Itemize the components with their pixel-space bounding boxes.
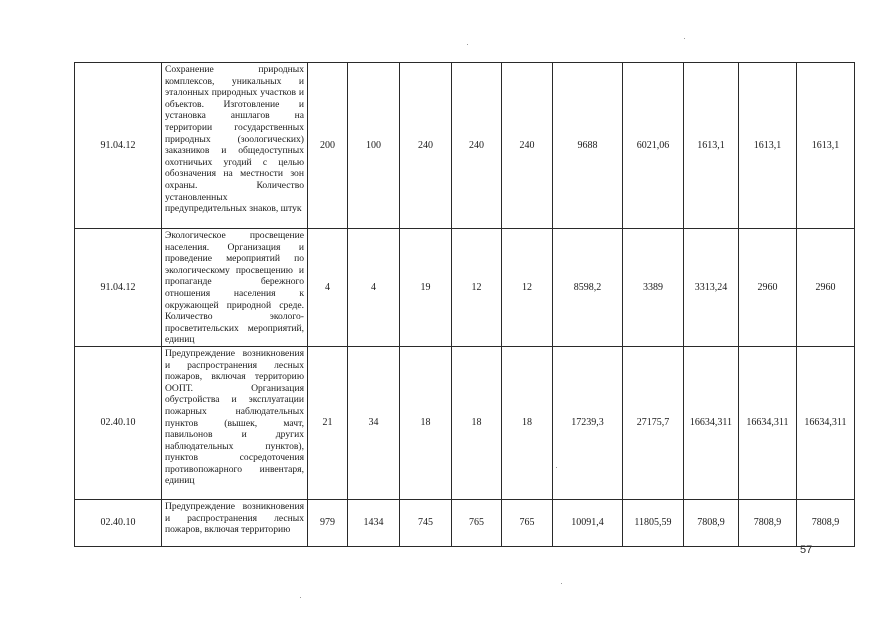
row-description: Предупреждение возникновения и распространения лесных пожаров, включая территорию ООПТ. Организация обустройства и эксплуатации пожарных наблюдательных пунктов (вышек, мачт, павильонов и других наблюдательных пунктов), пунктов сосредоточения противопожарного инвентаря, единиц xyxy=(162,346,308,499)
page-number: 57 xyxy=(800,544,813,556)
value-cell: 1613,1 xyxy=(684,63,739,229)
value-cell: 100 xyxy=(348,63,400,229)
value-cell: 765 xyxy=(502,499,553,546)
value-cell: 12 xyxy=(502,229,553,347)
value-cell: 765 xyxy=(452,499,502,546)
value-cell: 34 xyxy=(348,346,400,499)
document-sheet xyxy=(74,62,854,547)
value-cell: 1434 xyxy=(348,499,400,546)
scan-speck xyxy=(467,44,468,45)
value-cell: 3313,24 xyxy=(684,229,739,347)
value-cell: 8598,2 xyxy=(553,229,623,347)
value-cell: 1613,1 xyxy=(797,63,855,229)
value-cell: 1613,1 xyxy=(739,63,797,229)
row-description: Предупреждение возникновения и распространения лесных пожаров, включая территорию xyxy=(162,499,308,546)
table-row xyxy=(75,346,855,499)
value-cell: 7808,9 xyxy=(739,499,797,546)
value-cell: 240 xyxy=(452,63,502,229)
value-cell: 6021,06 xyxy=(623,63,684,229)
value-cell: 240 xyxy=(502,63,553,229)
value-cell: 240 xyxy=(400,63,452,229)
value-cell: 16634,311 xyxy=(684,346,739,499)
value-cell: 11805,59 xyxy=(623,499,684,546)
scan-speck xyxy=(556,467,557,468)
value-cell: 10091,4 xyxy=(553,499,623,546)
value-cell: 16634,311 xyxy=(739,346,797,499)
value-cell: 979 xyxy=(308,499,348,546)
row-description: Экологическое просвещение населения. Организация и проведение мероприятий по экологическому просвещению и пропаганде бережного отношения населения к окружающей природной среде. Количество эколого-просветительских мероприятий, единиц xyxy=(162,229,308,347)
value-cell: 2960 xyxy=(739,229,797,347)
table-row xyxy=(75,63,855,229)
row-code: 02.40.10 xyxy=(75,499,162,546)
value-cell: 3389 xyxy=(623,229,684,347)
value-cell: 7808,9 xyxy=(684,499,739,546)
scan-speck xyxy=(561,583,562,584)
value-cell: 16634,311 xyxy=(797,346,855,499)
value-cell: 18 xyxy=(400,346,452,499)
value-cell: 21 xyxy=(308,346,348,499)
value-cell: 4 xyxy=(308,229,348,347)
row-code: 91.04.12 xyxy=(75,229,162,347)
value-cell: 19 xyxy=(400,229,452,347)
value-cell: 4 xyxy=(348,229,400,347)
scan-speck xyxy=(684,38,685,39)
row-code: 02.40.10 xyxy=(75,346,162,499)
value-cell: 745 xyxy=(400,499,452,546)
value-cell: 17239,3 xyxy=(553,346,623,499)
value-cell: 18 xyxy=(502,346,553,499)
table-row xyxy=(75,499,855,546)
value-cell: 12 xyxy=(452,229,502,347)
table-row xyxy=(75,229,855,347)
row-description: Сохранение природных комплексов, уникальных и эталонных природных участков и объектов. Изготовление и установка аншлагов на территории государственных природных (зоологических) заказников и общедоступных охотничьих угодий с целью обозначения на местности зон охраны. Количество установленных предупредительных знаков, штук xyxy=(162,63,308,229)
value-cell: 7808,9 xyxy=(797,499,855,546)
value-cell: 200 xyxy=(308,63,348,229)
program-indicators-table xyxy=(74,62,855,547)
value-cell: 18 xyxy=(452,346,502,499)
value-cell: 9688 xyxy=(553,63,623,229)
scan-speck xyxy=(300,597,301,598)
row-code: 91.04.12 xyxy=(75,63,162,229)
value-cell: 2960 xyxy=(797,229,855,347)
value-cell: 27175,7 xyxy=(623,346,684,499)
